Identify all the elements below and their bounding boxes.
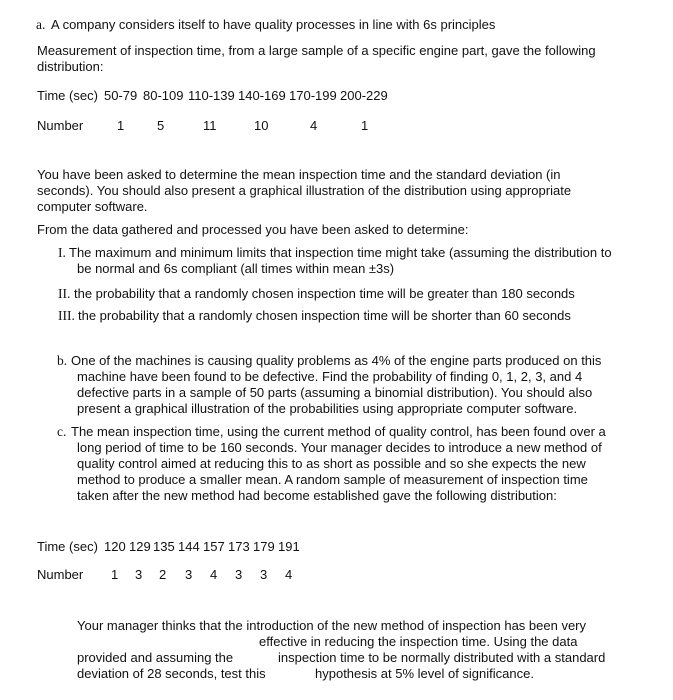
table-a-count: 11 xyxy=(203,118,217,133)
table-c-time: 173 xyxy=(228,539,250,554)
table-c-count: 3 xyxy=(235,567,243,582)
part-b-line: One of the machines is causing quality problems as 4% of the engine parts produced on this xyxy=(71,353,602,368)
table-c-time-label: Time (sec) xyxy=(37,539,98,554)
closing-line-2: effective in reducing the inspection time. Using the data xyxy=(259,634,578,649)
table-c-count: 3 xyxy=(185,567,193,582)
table-c-count: 1 xyxy=(111,567,119,582)
list-item-number: III. xyxy=(58,308,75,323)
table-a-interval: 50-79 xyxy=(104,88,138,103)
list-item-number: II. xyxy=(58,286,71,301)
part-c-line: The mean inspection time, using the current method of quality control, has been found over a xyxy=(71,424,606,439)
list-item-number: I. xyxy=(58,245,66,260)
table-c-count: 3 xyxy=(135,567,143,582)
part-c-line: taken after the new method had become established gave the following distribution: xyxy=(77,488,557,503)
part-a-task-line-3: computer software. xyxy=(37,199,148,214)
list-item-text: the probability that a randomly chosen inspection time will be greater than 180 seconds xyxy=(74,286,575,301)
part-b-line: present a graphical illustration of the probabilities using appropriate computer software. xyxy=(77,401,578,416)
closing-line-4a: deviation of 28 seconds, test this xyxy=(77,666,266,681)
closing-line-3a: provided and assuming the xyxy=(77,650,234,665)
table-a-interval: 80-109 xyxy=(143,88,184,103)
part-a-marker: a. xyxy=(36,17,46,32)
table-c-count: 4 xyxy=(210,567,218,582)
part-c-line: long period of time to be 160 seconds. Your manager decides to introduce a new method of xyxy=(77,440,602,455)
list-item-text: the probability that a randomly chosen inspection time will be shorter than 60 seconds xyxy=(78,308,571,323)
table-c-time: 129 xyxy=(129,539,151,554)
part-c-line: method to produce a smaller mean. A random sample of measurement of inspection time xyxy=(77,472,588,487)
part-a-heading: A company considers itself to have quality processes in line with 6s principles xyxy=(51,17,496,32)
table-a-interval: 200-229 xyxy=(340,88,388,103)
table-c-count: 2 xyxy=(159,567,167,582)
table-a-count: 10 xyxy=(254,118,269,133)
table-c-count: 4 xyxy=(285,567,293,582)
part-b-line: defective parts in a sample of 50 parts (assuming a binomial distribution). You should also xyxy=(77,385,593,400)
part-b-line: machine have been found to be defective. Find the probability of finding 0, 1, 2, 3, and 4 xyxy=(77,369,583,384)
part-a-task-line-2: seconds). You should also present a graphical illustration of the distribution using appropriate xyxy=(37,183,572,198)
table-a-count: 1 xyxy=(117,118,125,133)
closing-line-1: Your manager thinks that the introduction of the new method of inspection has been very xyxy=(77,618,587,633)
part-b-marker: b. xyxy=(57,353,68,368)
part-a-intro-line-2: distribution: xyxy=(37,59,104,74)
closing-line-4b: hypothesis at 5% level of significance. xyxy=(315,666,534,681)
table-c-time: 144 xyxy=(178,539,200,554)
part-a-task-line-1: You have been asked to determine the mean inspection time and the standard deviation (in xyxy=(37,167,561,182)
list-item-text: The maximum and minimum limits that inspection time might take (assuming the distribution to xyxy=(69,245,612,260)
table-c-time: 157 xyxy=(203,539,225,554)
part-a-from-data: From the data gathered and processed you have been asked to determine: xyxy=(37,222,469,237)
table-c-number-label: Number xyxy=(37,567,84,582)
table-a-count: 4 xyxy=(310,118,318,133)
table-a-interval: 170-199 xyxy=(289,88,337,103)
closing-line-3b: inspection time to be normally distributed with a standard xyxy=(278,650,606,665)
table-a-time-label: Time (sec) xyxy=(37,88,98,103)
list-item-text-continued: be normal and 6s compliant (all times within mean ±3s) xyxy=(77,261,395,276)
table-a-interval: 110-139 xyxy=(188,88,235,103)
table-a-interval: 140-169 xyxy=(238,88,286,103)
table-c-time: 191 xyxy=(278,539,300,554)
part-c-marker: c. xyxy=(57,424,67,439)
part-c-line: quality control aimed at reducing this to as short as possible and so she expects the new xyxy=(77,456,586,471)
table-a-number-label: Number xyxy=(37,118,84,133)
table-c-time: 120 xyxy=(104,539,126,554)
table-c-time: 179 xyxy=(253,539,275,554)
table-a-count: 5 xyxy=(157,118,165,133)
table-c-time: 135 xyxy=(153,539,175,554)
part-a-intro-line-1: Measurement of inspection time, from a large sample of a specific engine part, gave the following xyxy=(37,43,596,58)
table-c-count: 3 xyxy=(260,567,268,582)
table-a-count: 1 xyxy=(361,118,369,133)
